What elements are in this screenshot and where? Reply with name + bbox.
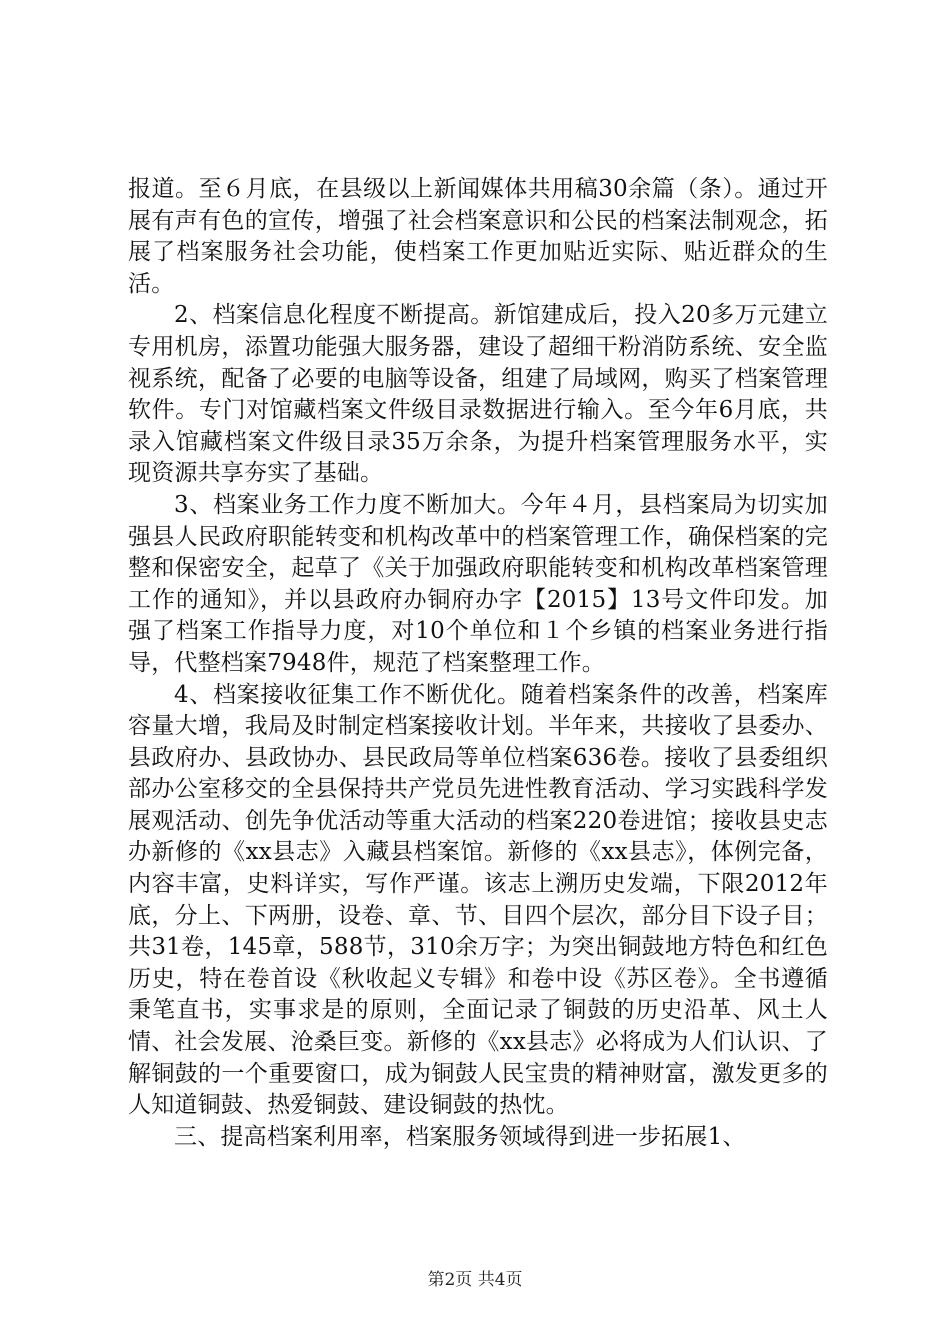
document-body [128, 174, 828, 1153]
paragraph-section-three-heading: 三、提高档案利用率，档案服务领域得到进一步拓展1、 [174, 1123, 746, 1150]
paragraph-archive-collection: 4、档案接收征集工作不断优化。随着档案条件的改善，档案库容量大增，我局及时制定档案接收计划。半年来，共接收了县委办、县政府办、县政协办、县民政局等单位档案636卷。接收了县委组织部办公室移交的全县保持共产党员先进性教育活动、学习实践科学发展观活动、创先争优活动等重大活动的档案220卷进馆；接收县史志办新修的《xx县志》入藏县档案馆。新修的《xx县志》，体例完备，内容丰富，史料详实，写作严谨。该志上溯历史发端，下限2012年底，分上、下两册，设卷、章、节、目四个层次，部分目下设子目；共31卷，145章，588节，310余万字；为突出铜鼓地方特色和红色历史，特在卷首设《秋收起义专辑》和卷中设《苏区卷》。全书遵循秉笔直书，实事求是的原则，全面记录了铜鼓的历史沿革、风土人情、社会发展、沧桑巨变。新修的《xx县志》必将成为人们认识、了解铜鼓的一个重要窗口，成为铜鼓人民宝贵的精神财富，激发更多的人知道铜鼓、热爱铜鼓、建设铜鼓的热忱。 [128, 681, 828, 1119]
paragraph-publicity-continued: 报道。至６月底，在县级以上新闻媒体共用稿30余篇（条）。通过开展有声有色的宣传，增强了社会档案意识和公民的档案法制观念，拓展了档案服务社会功能，使档案工作更加贴近实际、贴近群众的生活。 [128, 176, 828, 297]
paragraph-business-work: 3、档案业务工作力度不断加大。今年４月，县档案局为切实加强县人民政府职能转变和机构改革中的档案管理工作，确保档案的完整和保密安全，起草了《关于加强政府职能转变和机构改革档案管理工作的通知》，并以县政府办铜府办字【2015】13号文件印发。加强了档案工作指导力度，对10个单位和１个乡镇的档案业务进行指导，代整档案7948件，规范了档案整理工作。 [128, 491, 828, 676]
paragraph-informatization: 2、档案信息化程度不断提高。新馆建成后，投入20多万元建立专用机房，添置功能强大服务器，建设了超细干粉消防系统、安全监视系统，配备了必要的电脑等设备，组建了局域网，购买了档案管理软件。专门对馆藏档案文件级目录数据进行输入。至今年6月底，共录入馆藏档案文件级目录35万余条，为提升档案管理服务水平，实现资源共享夯实了基础。 [128, 302, 828, 487]
page-footer: 第2页 共4页 [427, 1270, 523, 1290]
